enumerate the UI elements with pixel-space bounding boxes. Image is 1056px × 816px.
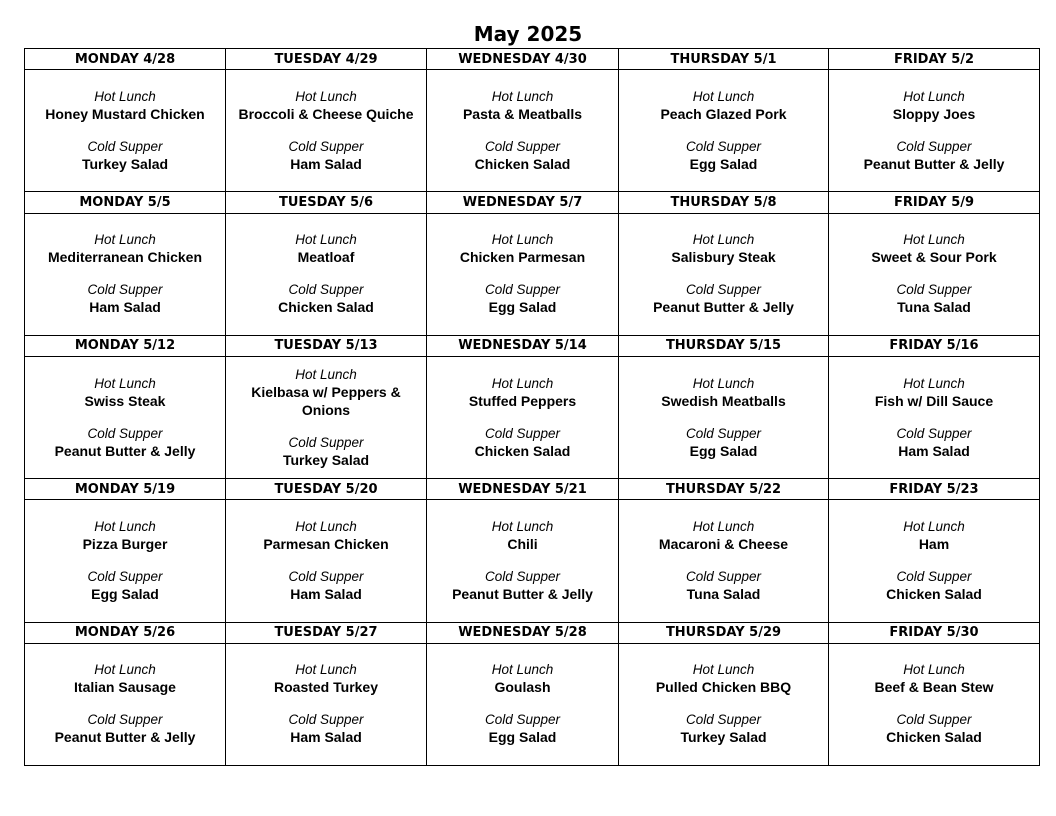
hot-lunch-dish: Ham	[918, 535, 950, 552]
hot-lunch-dish: Goulash	[494, 679, 551, 696]
cold-supper-dish: Ham Salad	[290, 155, 362, 172]
day-menu-cell	[226, 213, 427, 335]
hot-lunch-label: Hot Lunch	[295, 232, 357, 248]
hot-lunch-dish: Roasted Turkey	[274, 679, 378, 696]
day-header: TUESDAY 5/6	[226, 192, 427, 213]
hot-lunch-dish: Swedish Meatballs	[661, 392, 786, 409]
week-meal-row	[25, 500, 1040, 622]
cold-supper-label: Cold Supper	[896, 568, 972, 584]
day-menu-cell	[25, 500, 226, 622]
cold-supper-label: Cold Supper	[288, 712, 364, 728]
cold-supper-dish: Tuna Salad	[897, 299, 971, 316]
day-menu-cell	[427, 213, 619, 335]
hot-lunch-label: Hot Lunch	[94, 88, 156, 104]
cold-supper-label: Cold Supper	[87, 712, 163, 728]
cold-supper-label: Cold Supper	[87, 138, 163, 154]
day-header: WEDNESDAY 4/30	[427, 49, 619, 70]
spacer	[427, 553, 618, 569]
cold-supper-dish: Tuna Salad	[686, 585, 761, 602]
cold-supper-dish: Peanut Butter & Jelly	[54, 729, 196, 746]
cold-supper-dish: Ham Salad	[290, 729, 362, 746]
hot-lunch-label: Hot Lunch	[692, 232, 755, 248]
cold-supper-label: Cold Supper	[484, 282, 561, 298]
hot-lunch-dish: Parmesan Chicken	[263, 535, 389, 552]
hot-lunch-label: Hot Lunch	[692, 88, 755, 104]
cold-supper-label: Cold Supper	[87, 568, 163, 584]
day-header: THURSDAY 5/1	[619, 49, 829, 70]
day-menu-cell	[829, 500, 1040, 622]
page-title: May 2025	[473, 22, 583, 46]
hot-lunch-dish: Pasta & Meatballs	[462, 105, 583, 122]
spacer	[25, 266, 225, 282]
day-header: THURSDAY 5/22	[619, 479, 829, 500]
day-menu-cell	[619, 356, 829, 478]
spacer	[25, 553, 225, 569]
day-header: FRIDAY 5/2	[829, 49, 1040, 70]
hot-lunch-label: Hot Lunch	[94, 375, 156, 391]
spacer	[25, 696, 225, 712]
spacer	[427, 123, 618, 139]
spacer	[226, 419, 426, 435]
cold-supper-label: Cold Supper	[87, 425, 163, 441]
cold-supper-dish: Turkey Salad	[680, 729, 767, 746]
day-menu-cell	[619, 500, 829, 622]
cold-supper-label: Cold Supper	[288, 138, 364, 154]
cold-supper-dish: Egg Salad	[689, 155, 758, 172]
cold-supper-label: Cold Supper	[685, 138, 762, 154]
day-menu-cell	[619, 643, 829, 765]
spacer	[25, 123, 225, 139]
menu-calendar	[24, 48, 1040, 766]
day-header: THURSDAY 5/8	[619, 192, 829, 213]
spacer	[619, 696, 828, 712]
hot-lunch-dish: Fish w/ Dill Sauce	[874, 392, 994, 409]
hot-lunch-dish: Chili	[507, 535, 538, 552]
day-menu-cell	[619, 70, 829, 192]
hot-lunch-label: Hot Lunch	[692, 518, 755, 534]
day-header: FRIDAY 5/23	[829, 479, 1040, 500]
hot-lunch-label: Hot Lunch	[491, 88, 554, 104]
hot-lunch-label: Hot Lunch	[295, 366, 357, 382]
day-menu-cell	[226, 356, 427, 478]
day-menu-cell	[25, 213, 226, 335]
cold-supper-dish: Ham Salad	[290, 585, 362, 602]
cold-supper-dish: Egg Salad	[689, 442, 758, 459]
day-header: TUESDAY 5/13	[226, 335, 427, 356]
hot-lunch-dish: Pizza Burger	[82, 535, 168, 552]
cold-supper-dish: Peanut Butter & Jelly	[653, 299, 794, 316]
hot-lunch-label: Hot Lunch	[94, 232, 156, 248]
hot-lunch-dish: Meatloaf	[297, 249, 355, 266]
day-menu-cell	[427, 643, 619, 765]
cold-supper-dish: Egg Salad	[488, 299, 557, 316]
spacer	[829, 553, 1039, 569]
day-header: FRIDAY 5/30	[829, 622, 1040, 643]
cold-supper-label: Cold Supper	[484, 712, 561, 728]
cold-supper-label: Cold Supper	[685, 712, 762, 728]
day-header: MONDAY 5/12	[25, 335, 226, 356]
cold-supper-dish: Turkey Salad	[81, 155, 169, 172]
cold-supper-label: Cold Supper	[484, 138, 561, 154]
hot-lunch-label: Hot Lunch	[903, 88, 965, 104]
hot-lunch-label: Hot Lunch	[94, 518, 156, 534]
day-header: WEDNESDAY 5/14	[427, 335, 619, 356]
week-header-row	[25, 622, 1040, 643]
day-header: MONDAY 5/19	[25, 479, 226, 500]
cold-supper-label: Cold Supper	[896, 138, 972, 154]
day-header: THURSDAY 5/15	[619, 335, 829, 356]
spacer	[619, 553, 828, 569]
cold-supper-label: Cold Supper	[896, 712, 972, 728]
day-header: WEDNESDAY 5/7	[427, 192, 619, 213]
hot-lunch-label: Hot Lunch	[491, 232, 554, 248]
week-header-row	[25, 335, 1040, 356]
week-meal-row	[25, 643, 1040, 765]
hot-lunch-dish: Peach Glazed Pork	[660, 105, 787, 122]
day-menu-cell	[427, 70, 619, 192]
hot-lunch-dish: Swiss Steak	[84, 392, 166, 409]
hot-lunch-label: Hot Lunch	[491, 375, 554, 391]
day-menu-cell	[226, 500, 427, 622]
day-menu-cell	[619, 213, 829, 335]
week-meal-row	[25, 70, 1040, 192]
day-menu-cell	[829, 213, 1040, 335]
hot-lunch-dish: Stuffed Peppers	[468, 392, 577, 409]
day-menu-cell	[25, 70, 226, 192]
cold-supper-label: Cold Supper	[288, 434, 364, 450]
cold-supper-label: Cold Supper	[288, 568, 364, 584]
spacer	[226, 123, 426, 139]
spacer	[25, 410, 225, 426]
day-header: MONDAY 5/5	[25, 192, 226, 213]
day-menu-cell	[829, 70, 1040, 192]
cold-supper-dish: Turkey Salad	[282, 451, 370, 468]
day-menu-cell	[226, 643, 427, 765]
cold-supper-label: Cold Supper	[484, 568, 561, 584]
week-meal-row	[25, 213, 1040, 335]
hot-lunch-label: Hot Lunch	[903, 375, 965, 391]
spacer	[226, 553, 426, 569]
hot-lunch-dish: Mediterranean Chicken	[47, 249, 203, 266]
spacer	[829, 410, 1039, 426]
spacer	[427, 266, 618, 282]
cold-supper-dish: Ham Salad	[898, 442, 970, 459]
cold-supper-dish: Chicken Salad	[474, 442, 571, 459]
hot-lunch-label: Hot Lunch	[903, 518, 965, 534]
cold-supper-dish: Chicken Salad	[886, 585, 982, 602]
cold-supper-dish: Ham Salad	[89, 299, 161, 316]
day-header: WEDNESDAY 5/21	[427, 479, 619, 500]
week-header-row	[25, 192, 1040, 213]
day-menu-cell	[226, 70, 427, 192]
hot-lunch-label: Hot Lunch	[692, 375, 755, 391]
day-header: MONDAY 4/28	[25, 49, 226, 70]
day-header: FRIDAY 5/16	[829, 335, 1040, 356]
cold-supper-dish: Egg Salad	[488, 729, 557, 746]
spacer	[829, 266, 1039, 282]
spacer	[619, 410, 828, 426]
hot-lunch-label: Hot Lunch	[295, 88, 357, 104]
hot-lunch-dish: Macaroni & Cheese	[658, 535, 789, 552]
hot-lunch-dish: Honey Mustard Chicken	[45, 105, 205, 122]
hot-lunch-dish: Sweet & Sour Pork	[871, 249, 997, 266]
spacer	[226, 696, 426, 712]
day-menu-cell	[25, 643, 226, 765]
cold-supper-dish: Peanut Butter & Jelly	[863, 155, 1005, 172]
cold-supper-label: Cold Supper	[896, 425, 972, 441]
hot-lunch-dish: Broccoli & Cheese Quiche	[238, 105, 414, 122]
day-menu-cell	[829, 356, 1040, 478]
day-menu-cell	[427, 500, 619, 622]
day-menu-cell	[427, 356, 619, 478]
week-header-row	[25, 49, 1040, 70]
spacer	[829, 123, 1039, 139]
cold-supper-dish: Peanut Butter & Jelly	[54, 442, 196, 459]
hot-lunch-label: Hot Lunch	[295, 662, 357, 678]
hot-lunch-label: Hot Lunch	[491, 518, 554, 534]
spacer	[619, 123, 828, 139]
spacer	[829, 696, 1039, 712]
day-header: WEDNESDAY 5/28	[427, 622, 619, 643]
cold-supper-dish: Chicken Salad	[886, 729, 982, 746]
cold-supper-dish: Egg Salad	[91, 585, 159, 602]
hot-lunch-label: Hot Lunch	[692, 662, 755, 678]
cold-supper-label: Cold Supper	[896, 282, 972, 298]
cold-supper-label: Cold Supper	[288, 282, 364, 298]
hot-lunch-dish: Chicken Parmesan	[459, 249, 586, 266]
cold-supper-label: Cold Supper	[685, 568, 762, 584]
hot-lunch-dish: Italian Sausage	[74, 679, 176, 696]
cold-supper-dish: Chicken Salad	[278, 299, 374, 316]
day-menu-cell	[829, 643, 1040, 765]
day-header: TUESDAY 5/20	[226, 479, 427, 500]
hot-lunch-label: Hot Lunch	[903, 232, 965, 248]
cold-supper-label: Cold Supper	[685, 282, 762, 298]
hot-lunch-dish: Beef & Bean Stew	[874, 679, 994, 696]
day-header: FRIDAY 5/9	[829, 192, 1040, 213]
hot-lunch-label: Hot Lunch	[295, 518, 357, 534]
day-header: TUESDAY 4/29	[226, 49, 427, 70]
cold-supper-dish: Chicken Salad	[474, 155, 571, 172]
spacer	[427, 410, 618, 426]
hot-lunch-label: Hot Lunch	[903, 662, 965, 678]
day-menu-cell	[25, 356, 226, 478]
week-header-row	[25, 479, 1040, 500]
hot-lunch-dish: Salisbury Steak	[671, 249, 776, 266]
hot-lunch-dish: Sloppy Joes	[892, 105, 976, 122]
spacer	[619, 266, 828, 282]
day-header: MONDAY 5/26	[25, 622, 226, 643]
hot-lunch-label: Hot Lunch	[491, 662, 554, 678]
hot-lunch-dish: Pulled Chicken BBQ	[655, 679, 792, 696]
spacer	[427, 696, 618, 712]
cold-supper-label: Cold Supper	[484, 425, 561, 441]
week-meal-row	[25, 356, 1040, 478]
day-header: THURSDAY 5/29	[619, 622, 829, 643]
spacer	[226, 266, 426, 282]
hot-lunch-label: Hot Lunch	[94, 662, 156, 678]
cold-supper-label: Cold Supper	[87, 282, 163, 298]
cold-supper-label: Cold Supper	[685, 425, 762, 441]
cold-supper-dish: Peanut Butter & Jelly	[452, 585, 593, 602]
hot-lunch-dish: Kielbasa w/ Peppers & Onions	[251, 383, 401, 418]
day-header: TUESDAY 5/27	[226, 622, 427, 643]
